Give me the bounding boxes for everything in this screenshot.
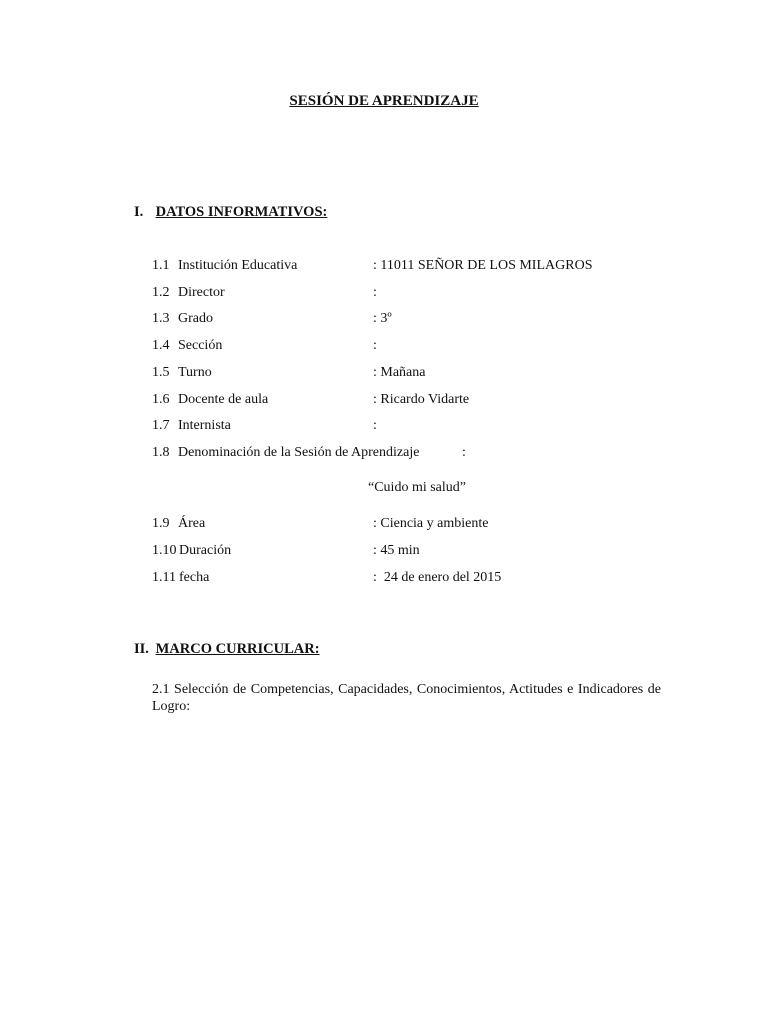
row-value: : Ciencia y ambiente [373,516,489,531]
row-number: 1.1 [152,258,170,273]
row-number: 1.8 [152,445,170,460]
document-title: SESIÓN DE APRENDIZAJE [289,93,479,109]
row-number: 1.6 [152,392,170,407]
row-value: : 11011 SEÑOR DE LOS MILAGROS [373,258,593,273]
row-label: Sección [178,338,223,353]
row-number: 1.11 [152,570,176,585]
row-label: Docente de aula [178,392,269,407]
row-label: Director [178,285,225,300]
row-label: Internista [178,418,231,433]
section-title: DATOS INFORMATIVOS: [155,204,328,220]
row-number: 1.5 [152,365,170,380]
row-value: : [373,418,377,433]
row-label: Institución Educativa [178,258,298,273]
row-number: 1.7 [152,418,170,433]
row-label: Denominación de la Sesión de Aprendizaje [178,445,420,460]
section-title: MARCO CURRICULAR: [155,641,320,657]
row-label: Duración [179,543,232,558]
row-value: : Ricardo Vidarte [373,392,470,407]
row-value: : [373,285,377,300]
section-number: I. [134,204,144,220]
row-number: 1.2 [152,285,170,300]
section-heading-datos-informativos [134,204,327,221]
row-colon: : [462,445,466,460]
row-value: : 45 min [373,543,420,558]
row-number: 1.3 [152,311,170,326]
row-number: 1.4 [152,338,170,353]
row-label: Turno [178,365,212,380]
row-value: : 3º [373,311,392,326]
session-name: “Cuido mi salud” [368,480,466,495]
row-value: : 24 de enero del 2015 [373,570,502,585]
section-heading-marco-curricular [134,641,320,658]
row-label: fecha [179,570,210,585]
section-number: II. [134,641,149,657]
row-label: Grado [178,311,213,326]
competencias-paragraph: 2.1 Selección de Competencias, Capacidades, Conocimientos, Actitudes e Indicadores de Logro: [152,682,661,714]
row-value: : [373,338,377,353]
row-label: Área [178,516,206,531]
row-value: : Mañana [373,365,426,380]
row-number: 1.10 [152,543,177,558]
row-number: 1.9 [152,516,170,531]
